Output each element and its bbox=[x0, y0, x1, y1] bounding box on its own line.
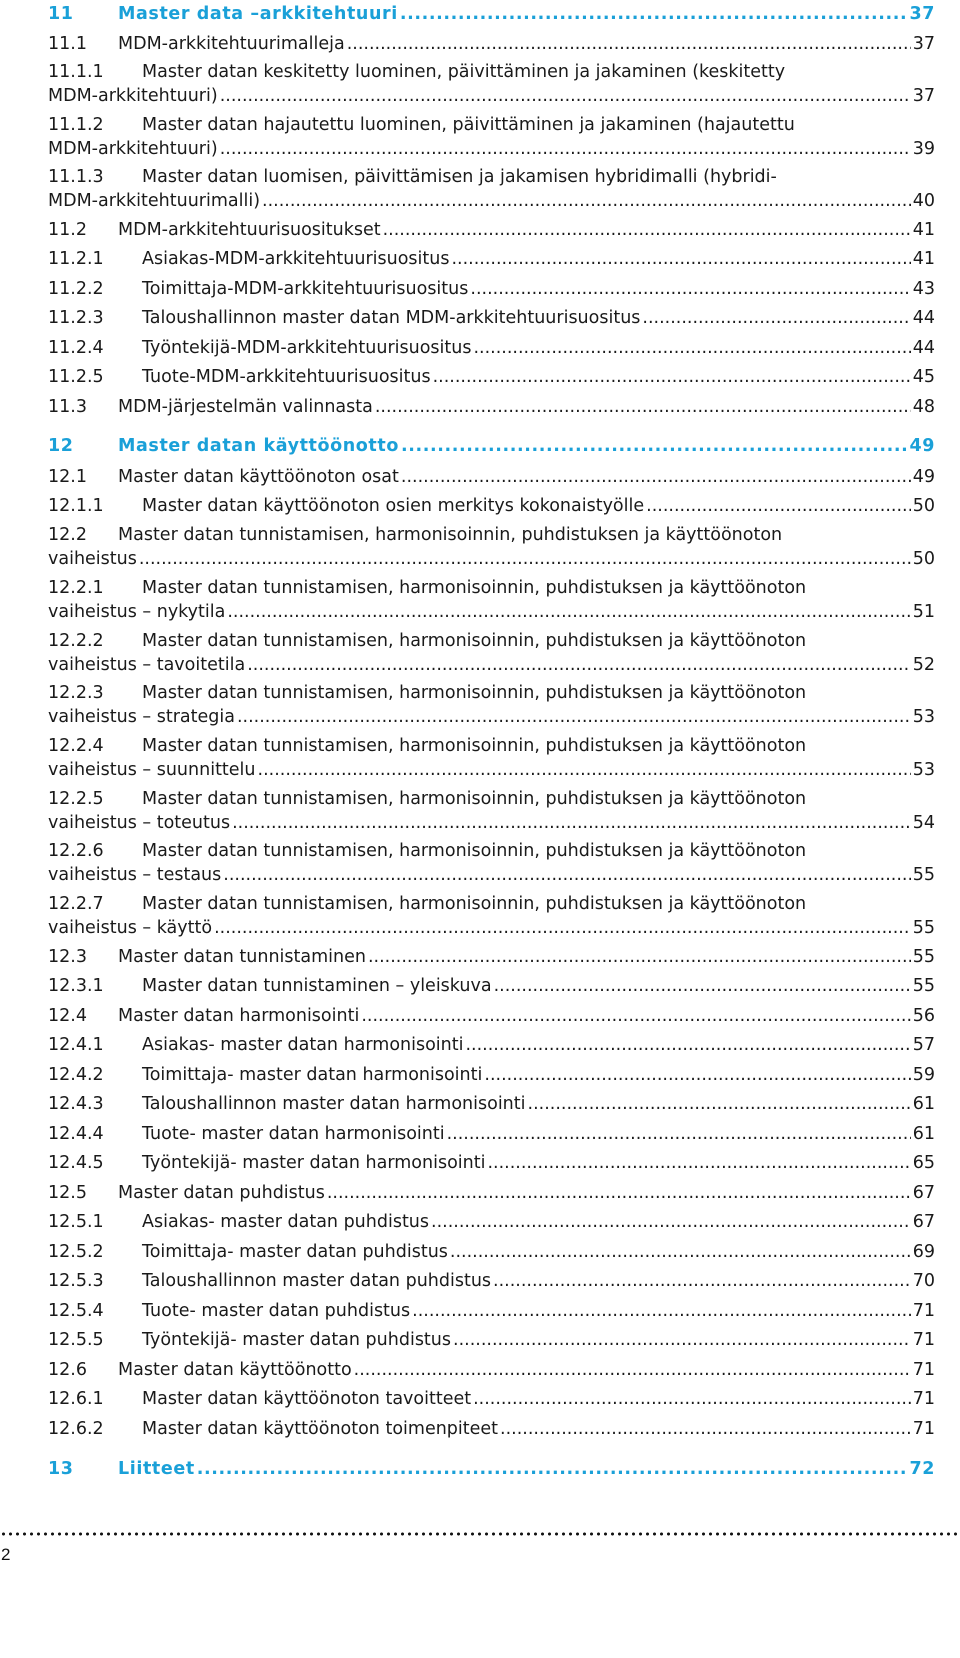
toc-entry-title: Tuote- master datan puhdistus bbox=[142, 1301, 411, 1321]
toc-entry[interactable] bbox=[48, 113, 935, 161]
toc-entry-title: Asiakas- master datan puhdistus bbox=[142, 1212, 430, 1232]
toc-leader-dots bbox=[642, 306, 910, 330]
toc-entry-number: 11.2.2 bbox=[48, 279, 104, 299]
toc-entry-title: Työntekijä- master datan puhdistus bbox=[142, 1330, 452, 1350]
toc-entry-title: Asiakas-MDM-arkkitehtuurisuositus bbox=[142, 249, 450, 269]
toc-leader-dots bbox=[494, 974, 911, 998]
toc-entry-number: 11.1 bbox=[48, 34, 87, 54]
toc-entry-number: 12.2.1 bbox=[48, 578, 104, 598]
toc-leader-dots bbox=[368, 945, 911, 969]
toc-entry-page: 61 bbox=[912, 1094, 935, 1114]
toc-entry-title: MDM-arkkitehtuurisuositukset bbox=[118, 220, 381, 240]
toc-entry-title: Työntekijä-MDM-arkkitehtuurisuositus bbox=[142, 338, 472, 358]
toc-entry[interactable] bbox=[48, 1122, 935, 1146]
toc-entry-number: 12.5.1 bbox=[48, 1212, 104, 1232]
toc-entry-title-continued: vaiheistus – suunnittelu bbox=[48, 760, 256, 780]
toc-entry-page: 61 bbox=[912, 1124, 935, 1144]
toc-entry-number: 12.2 bbox=[48, 525, 87, 545]
toc-leader-dots bbox=[493, 1269, 911, 1293]
toc-leader-dots bbox=[258, 758, 911, 782]
toc-leader-dots bbox=[473, 1387, 911, 1411]
toc-entry-number: 12.4 bbox=[48, 1006, 87, 1026]
toc-leader-dots bbox=[453, 1328, 911, 1352]
toc-entry-title: Master datan käyttöönoton osien merkitys kokonaistyölle bbox=[142, 496, 645, 516]
toc-entry-number: 12.2.3 bbox=[48, 683, 104, 703]
toc-entry[interactable] bbox=[48, 576, 935, 624]
toc-entry[interactable] bbox=[48, 306, 935, 330]
toc-entry-page: 72 bbox=[909, 1459, 935, 1479]
toc-entry-page: 49 bbox=[909, 436, 935, 456]
toc-entry-page: 49 bbox=[912, 467, 935, 487]
toc-leader-dots bbox=[470, 277, 910, 301]
toc-entry-title: Tuote-MDM-arkkitehtuurisuositus bbox=[142, 367, 431, 387]
toc-leader-dots bbox=[361, 1004, 910, 1028]
toc-entry[interactable] bbox=[48, 629, 935, 677]
toc-entry-title: MDM-arkkitehtuurimalleja bbox=[118, 34, 345, 54]
toc-leader-dots bbox=[484, 1063, 910, 1087]
toc-leader-dots bbox=[401, 434, 907, 458]
toc-chapter-entry[interactable] bbox=[48, 1457, 935, 1481]
toc-entry-number: 12.2.4 bbox=[48, 736, 104, 756]
toc-entry-page: 55 bbox=[912, 865, 935, 885]
toc-entry[interactable] bbox=[48, 1092, 935, 1116]
toc-entry-title: Master datan tunnistamisen, harmonisoinnin, puhdistuksen ja käyttöönoton bbox=[142, 894, 807, 914]
toc-leader-dots bbox=[220, 84, 911, 108]
toc-entry-number: 12.5 bbox=[48, 1183, 87, 1203]
toc-entry-page: 37 bbox=[909, 4, 935, 24]
toc-entry-number: 11.3 bbox=[48, 397, 87, 417]
toc-entry-page: 50 bbox=[912, 496, 935, 516]
toc-entry-number: 12.4.3 bbox=[48, 1094, 104, 1114]
toc-entry-title: Master datan tunnistaminen bbox=[118, 947, 366, 967]
toc-chapter-entry[interactable] bbox=[48, 434, 935, 458]
toc-entry-title-continued: MDM-arkkitehtuuri) bbox=[48, 86, 218, 106]
toc-entry-title-continued: vaiheistus bbox=[48, 549, 137, 569]
toc-entry[interactable] bbox=[48, 494, 935, 518]
toc-entry-page: 69 bbox=[912, 1242, 935, 1262]
toc-entry-page: 53 bbox=[912, 707, 935, 727]
toc-entry-title: Toimittaja- master datan puhdistus bbox=[142, 1242, 448, 1262]
toc-entry-number: 12.3.1 bbox=[48, 976, 104, 996]
toc-entry-page: 43 bbox=[912, 279, 935, 299]
toc-entry[interactable] bbox=[48, 1151, 935, 1175]
toc-entry-title: Master datan luomisen, päivittämisen ja jakamisen hybridimalli (hybridi- bbox=[142, 167, 777, 187]
toc-entry[interactable] bbox=[48, 681, 935, 729]
toc-entry-title: Master datan tunnistamisen, harmonisoinnin, puhdistuksen ja käyttöönoton bbox=[142, 736, 807, 756]
toc-entry-title-continued: MDM-arkkitehtuurimalli) bbox=[48, 191, 261, 211]
toc-entry-title: Liitteet bbox=[118, 1459, 195, 1479]
toc-leader-dots bbox=[433, 365, 911, 389]
toc-entry-title: Master datan puhdistus bbox=[118, 1183, 325, 1203]
toc-entry[interactable] bbox=[48, 1417, 935, 1441]
toc-entry-number: 12.5.5 bbox=[48, 1330, 104, 1350]
toc-entry-page: 65 bbox=[912, 1153, 935, 1173]
toc-entry-number: 12.4.4 bbox=[48, 1124, 104, 1144]
toc-entry-title: Master datan keskitetty luominen, päivittäminen ja jakaminen (keskitetty bbox=[142, 62, 786, 82]
toc-leader-dots bbox=[400, 2, 908, 26]
toc-entry-number: 11.2.1 bbox=[48, 249, 104, 269]
toc-entry-page: 37 bbox=[912, 86, 935, 106]
toc-entry-number: 12.5.2 bbox=[48, 1242, 104, 1262]
toc-entry-number: 12.2.7 bbox=[48, 894, 104, 914]
toc-leader-dots bbox=[232, 811, 911, 835]
toc-entry-page: 55 bbox=[912, 947, 935, 967]
toc-entry-number: 12.4.5 bbox=[48, 1153, 104, 1173]
toc-entry[interactable] bbox=[48, 465, 935, 489]
toc-entry-number: 12.1.1 bbox=[48, 496, 104, 516]
toc-leader-dots bbox=[347, 32, 911, 56]
toc-leader-dots bbox=[487, 1151, 910, 1175]
toc-entry-number: 12.6.2 bbox=[48, 1419, 104, 1439]
toc-entry-page: 45 bbox=[912, 367, 935, 387]
toc-entry-page: 59 bbox=[912, 1065, 935, 1085]
toc-leader-dots bbox=[227, 600, 910, 624]
toc-entry-title: Taloushallinnon master datan harmonisointi bbox=[142, 1094, 526, 1114]
toc-entry-number: 11.2.3 bbox=[48, 308, 104, 328]
toc-leader-dots bbox=[383, 218, 911, 242]
toc-entry-number: 11 bbox=[48, 4, 74, 24]
toc-entry-number: 12.3 bbox=[48, 947, 87, 967]
toc-leader-dots bbox=[139, 547, 911, 571]
toc-leader-dots bbox=[197, 1457, 908, 1481]
toc-entry[interactable] bbox=[48, 1387, 935, 1411]
toc-entry[interactable] bbox=[48, 32, 935, 56]
toc-entry-page: 40 bbox=[912, 191, 935, 211]
toc-entry-title: Master datan käyttöönoton toimenpiteet bbox=[142, 1419, 499, 1439]
toc-leader-dots bbox=[262, 189, 911, 213]
toc-leader-dots bbox=[354, 1358, 911, 1382]
toc-leader-dots bbox=[447, 1122, 911, 1146]
toc-entry[interactable] bbox=[48, 892, 935, 940]
toc-entry[interactable] bbox=[48, 839, 935, 887]
toc-entry-number: 13 bbox=[48, 1459, 74, 1479]
toc-entry-page: 56 bbox=[912, 1006, 935, 1026]
toc-entry-page: 55 bbox=[912, 918, 935, 938]
toc-entry-page: 44 bbox=[912, 338, 935, 358]
toc-entry-page: 57 bbox=[912, 1035, 935, 1055]
toc-entry[interactable] bbox=[48, 1033, 935, 1057]
toc-entry[interactable] bbox=[48, 247, 935, 271]
toc-entry-page: 48 bbox=[912, 397, 935, 417]
toc-entry-page: 39 bbox=[912, 139, 935, 159]
toc-entry-title: Master datan käyttöönotto bbox=[118, 436, 399, 456]
toc-entry-number: 12.1 bbox=[48, 467, 87, 487]
toc-entry-title: Master datan tunnistaminen – yleiskuva bbox=[142, 976, 492, 996]
toc-entry-title: MDM-järjestelmän valinnasta bbox=[118, 397, 373, 417]
toc-entry-title: Master datan tunnistamisen, harmonisoinnin, puhdistuksen ja käyttöönoton bbox=[142, 789, 807, 809]
toc-leader-dots bbox=[528, 1092, 911, 1116]
toc-entry-number: 11.2.4 bbox=[48, 338, 104, 358]
toc-entry[interactable] bbox=[48, 974, 935, 998]
toc-chapter-entry[interactable] bbox=[48, 2, 935, 26]
toc-entry-title: Master datan tunnistamisen, harmonisoinnin, puhdistuksen ja käyttöönoton bbox=[142, 578, 807, 598]
toc-leader-dots bbox=[646, 494, 911, 518]
toc-leader-dots bbox=[431, 1210, 911, 1234]
toc-entry-number: 12.6.1 bbox=[48, 1389, 104, 1409]
page-number: 2 bbox=[1, 1545, 11, 1564]
toc-entry-page: 51 bbox=[912, 602, 935, 622]
toc-entry-title: Master datan tunnistamisen, harmonisoinnin, puhdistuksen ja käyttöönoton bbox=[142, 631, 807, 651]
toc-entry-number: 11.1.3 bbox=[48, 167, 104, 187]
toc-entry[interactable] bbox=[48, 787, 935, 835]
toc-entry-title-continued: vaiheistus – nykytila bbox=[48, 602, 226, 622]
toc-entry-number: 11.2 bbox=[48, 220, 87, 240]
toc-entry-title-continued: MDM-arkkitehtuuri) bbox=[48, 139, 218, 159]
toc-entry-title-continued: vaiheistus – toteutus bbox=[48, 813, 231, 833]
toc-entry-number: 12.5.3 bbox=[48, 1271, 104, 1291]
toc-entry-page: 67 bbox=[912, 1183, 935, 1203]
toc-entry-page: 71 bbox=[912, 1360, 935, 1380]
toc-entry-page: 50 bbox=[912, 549, 935, 569]
toc-entry[interactable] bbox=[48, 1210, 935, 1234]
toc-entry-title: Taloushallinnon master datan puhdistus bbox=[142, 1271, 492, 1291]
toc-leader-dots bbox=[450, 1240, 911, 1264]
toc-entry[interactable] bbox=[48, 1240, 935, 1264]
toc-leader-dots bbox=[451, 247, 910, 271]
toc-entry-number: 12.6 bbox=[48, 1360, 87, 1380]
toc-entry-number: 11.1.2 bbox=[48, 115, 104, 135]
toc-entry-title: Työntekijä- master datan harmonisointi bbox=[142, 1153, 486, 1173]
toc-leader-dots bbox=[214, 916, 911, 940]
toc-leader-dots bbox=[465, 1033, 910, 1057]
toc-entry-title: Master datan harmonisointi bbox=[118, 1006, 360, 1026]
toc-entry-title-continued: vaiheistus – tavoitetila bbox=[48, 655, 246, 675]
toc-entry-number: 11.1.1 bbox=[48, 62, 104, 82]
toc-entry[interactable] bbox=[48, 1299, 935, 1323]
toc-entry[interactable] bbox=[48, 365, 935, 389]
toc-entry[interactable] bbox=[48, 277, 935, 301]
toc-entry-page: 55 bbox=[912, 976, 935, 996]
footer-dotted-rule bbox=[0, 1532, 960, 1536]
toc-entry-title: Toimittaja- master datan harmonisointi bbox=[142, 1065, 483, 1085]
toc-leader-dots bbox=[237, 705, 911, 729]
toc-entry-number: 11.2.5 bbox=[48, 367, 104, 387]
toc-entry-page: 71 bbox=[912, 1330, 935, 1350]
toc-entry-page: 37 bbox=[912, 34, 935, 54]
toc-entry[interactable] bbox=[48, 1328, 935, 1352]
toc-entry-title: Asiakas- master datan harmonisointi bbox=[142, 1035, 464, 1055]
toc-leader-dots bbox=[220, 137, 911, 161]
toc-entry[interactable] bbox=[48, 165, 935, 213]
toc-entry-number: 12.4.2 bbox=[48, 1065, 104, 1085]
toc-entry-title: Tuote- master datan harmonisointi bbox=[142, 1124, 445, 1144]
toc-entry[interactable] bbox=[48, 945, 935, 969]
toc-leader-dots bbox=[473, 336, 910, 360]
toc-leader-dots bbox=[375, 395, 911, 419]
toc-entry-title: Master datan tunnistamisen, harmonisoinnin, puhdistuksen ja käyttöönoton bbox=[142, 841, 807, 861]
toc-entry-title: Taloushallinnon master datan MDM-arkkitehtuurisuositus bbox=[142, 308, 641, 328]
toc-entry-title-continued: vaiheistus – strategia bbox=[48, 707, 235, 727]
toc-entry[interactable] bbox=[48, 1063, 935, 1087]
toc-entry[interactable] bbox=[48, 734, 935, 782]
toc-entry-title: Master datan käyttöönoton tavoitteet bbox=[142, 1389, 472, 1409]
toc-entry-title: Master datan hajautettu luominen, päivittäminen ja jakaminen (hajautettu bbox=[142, 115, 795, 135]
toc-entry-page: 67 bbox=[912, 1212, 935, 1232]
toc-entry-number: 12.4.1 bbox=[48, 1035, 104, 1055]
toc-entry-title: Master data –arkkitehtuuri bbox=[118, 4, 398, 24]
toc-entry-title: Master datan tunnistamisen, harmonisoinnin, puhdistuksen ja käyttöönoton bbox=[142, 683, 807, 703]
toc-entry-number: 12.2.5 bbox=[48, 789, 104, 809]
toc-leader-dots bbox=[223, 863, 910, 887]
toc-entry-title: Master datan käyttöönoton osat bbox=[118, 467, 399, 487]
toc-entry-page: 41 bbox=[912, 249, 935, 269]
toc-leader-dots bbox=[247, 653, 911, 677]
toc-entry-page: 54 bbox=[912, 813, 935, 833]
toc-entry-page: 71 bbox=[912, 1301, 935, 1321]
toc-entry[interactable] bbox=[48, 218, 935, 242]
toc-entry-title: Master datan käyttöönotto bbox=[118, 1360, 352, 1380]
toc-entry-page: 41 bbox=[912, 220, 935, 240]
toc-leader-dots bbox=[401, 465, 911, 489]
toc-entry-title: Toimittaja-MDM-arkkitehtuurisuositus bbox=[142, 279, 469, 299]
toc-entry-page: 53 bbox=[912, 760, 935, 780]
toc-leader-dots bbox=[500, 1417, 911, 1441]
toc-entry-number: 12 bbox=[48, 436, 74, 456]
toc-leader-dots bbox=[412, 1299, 911, 1323]
toc-entry[interactable] bbox=[48, 395, 935, 419]
toc-entry-title-continued: vaiheistus – käyttö bbox=[48, 918, 213, 938]
toc-entry[interactable] bbox=[48, 1181, 935, 1205]
toc-leader-dots bbox=[327, 1181, 911, 1205]
toc-entry-page: 52 bbox=[912, 655, 935, 675]
toc-entry-number: 12.2.6 bbox=[48, 841, 104, 861]
toc-entry[interactable] bbox=[48, 523, 935, 571]
toc-entry[interactable] bbox=[48, 1269, 935, 1293]
toc-entry-page: 70 bbox=[912, 1271, 935, 1291]
toc-entry[interactable] bbox=[48, 336, 935, 360]
toc-entry-number: 12.5.4 bbox=[48, 1301, 104, 1321]
toc-entry-page: 44 bbox=[912, 308, 935, 328]
toc-entry-title: Master datan tunnistamisen, harmonisoinnin, puhdistuksen ja käyttöönoton bbox=[118, 525, 783, 545]
toc-entry-page: 71 bbox=[912, 1389, 935, 1409]
toc-entry-number: 12.2.2 bbox=[48, 631, 104, 651]
toc-entry[interactable] bbox=[48, 60, 935, 108]
toc-entry[interactable] bbox=[48, 1358, 935, 1382]
toc-entry-title-continued: vaiheistus – testaus bbox=[48, 865, 222, 885]
toc-entry[interactable] bbox=[48, 1004, 935, 1028]
toc-entry-page: 71 bbox=[912, 1419, 935, 1439]
